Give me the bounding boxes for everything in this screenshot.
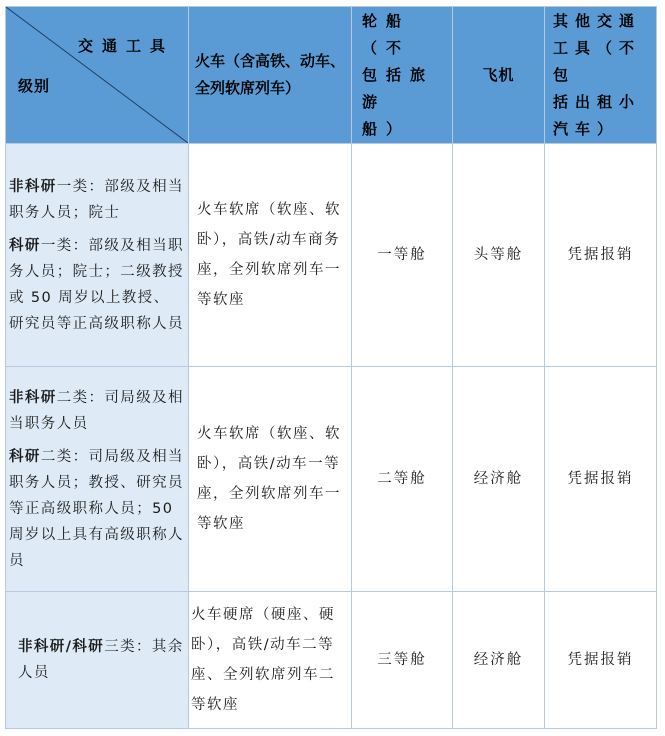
header-corner-cell [6, 7, 189, 144]
header-train [189, 7, 352, 144]
level-non-research [9, 174, 184, 226]
header-other-line-4: 汽车） [553, 119, 620, 138]
header-other-line-1: 其他交通 [553, 11, 642, 30]
table-row [6, 367, 657, 592]
level-cell [6, 367, 189, 592]
header-ship-line-1: 轮船（不 [362, 11, 411, 57]
level-text: 二类：司局级及相当职务人员 [9, 389, 184, 432]
header-other [545, 7, 657, 144]
train-cell: 火车软席（软座、软卧），高铁/动车商务座，全列软席列车一等软座 [189, 144, 352, 367]
level-tag: 科研 [9, 237, 41, 254]
header-train-line-1: 火车（含高铁、动车、 [195, 52, 346, 70]
level-tag: 非科研 [9, 178, 57, 195]
corner-level-label: 级别 [18, 77, 51, 95]
level-cell [6, 144, 189, 367]
header-train-line-2: 全列软席列车） [195, 79, 301, 97]
level-cell [6, 592, 189, 729]
level-tag: 科研 [9, 448, 41, 465]
train-cell: 火车硬席（硬座、硬卧），高铁/动车二等座、全列软席列车二等软座 [189, 592, 352, 729]
other-cell: 凭据报销 [545, 592, 657, 729]
table-row [6, 592, 657, 729]
level-research [9, 444, 184, 574]
corner-transport-label: 交通工具 [77, 37, 174, 55]
table-row [6, 144, 657, 367]
header-ship [352, 7, 453, 144]
level-tag: 非科研/科研 [18, 639, 105, 655]
plane-cell: 经济舱 [453, 367, 545, 592]
header-plane: 飞机 [453, 7, 545, 144]
travel-standard-table [5, 6, 657, 729]
ship-cell: 二等舱 [352, 367, 453, 592]
level-non-research [9, 385, 184, 437]
ship-cell: 三等舱 [352, 592, 453, 729]
plane-cell: 头等舱 [453, 144, 545, 367]
level-text: 三类：其余人员 [18, 639, 184, 681]
level-tag: 非科研 [9, 389, 57, 406]
header-row [6, 7, 657, 144]
level-text: 二类：司局级及相当职务人员；教授、研究员等正高级职称人员；50 周岁以上具有高级职称人员 [9, 448, 184, 569]
header-other-line-2: 工具（不包 [553, 38, 642, 84]
level-all [18, 634, 184, 686]
header-other-line-3: 括出租小 [553, 92, 642, 111]
ship-cell: 一等舱 [352, 144, 453, 367]
level-research [9, 233, 184, 337]
train-cell: 火车软席（软座、软卧），高铁/动车一等座，全列软席列车一等软座 [189, 367, 352, 592]
level-text: 一类：部级及相当职务人员；院士；二级教授或 50 周岁以上教授、研究员等正高级职称人员 [9, 237, 184, 332]
header-ship-line-2: 包括旅游 [362, 65, 435, 111]
other-cell: 凭据报销 [545, 367, 657, 592]
header-ship-line-3: 船） [362, 119, 411, 138]
other-cell: 凭据报销 [545, 144, 657, 367]
level-text: 一类：部级及相当职务人员；院士 [9, 178, 184, 221]
plane-cell: 经济舱 [453, 592, 545, 729]
